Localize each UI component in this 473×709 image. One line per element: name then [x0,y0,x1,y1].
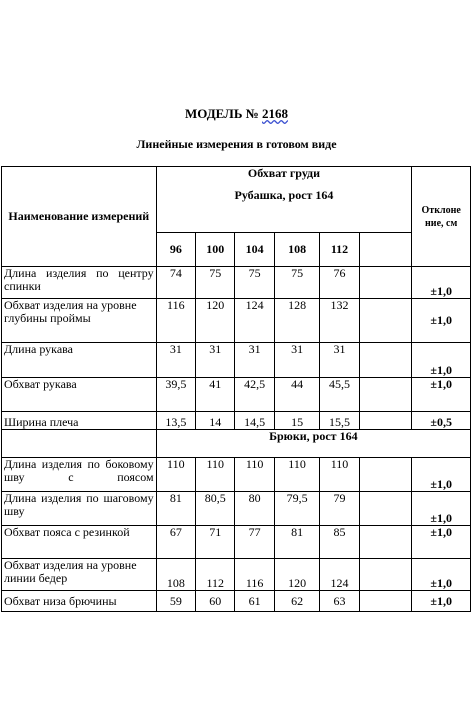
document-subtitle: Линейные измерения в готовом виде [136,137,337,151]
measurement-value: 81 [156,492,195,526]
measurement-value: 132 [320,299,359,343]
measurement-value: 120 [196,299,235,343]
size-header: 100 [196,233,235,267]
measurement-value: 45,5 [320,378,359,412]
measurement-value: 63 [320,591,359,612]
measurement-value: 110 [156,458,195,492]
measurement-name: Обхват изделия на уровне глубины проймы [2,299,157,343]
tolerance-value: ±1,0 [412,492,471,526]
tolerance-value: ±1,0 [412,267,471,299]
measurement-value: 31 [235,343,274,378]
tolerance-value: ±1,0 [412,378,471,412]
empty-cell [359,343,412,378]
chest-girth-label: Обхват груди [247,166,321,180]
model-title [0,106,473,122]
measurement-value: 31 [274,343,319,378]
measurement-value: 75 [196,267,235,299]
measurement-value: 62 [274,591,319,612]
measurement-value: 81 [274,526,319,559]
empty-cell [359,299,412,343]
measurement-value: 116 [156,299,195,343]
size-header: 104 [235,233,274,267]
measurement-value: 75 [235,267,274,299]
measurement-name: Обхват изделия на уровне линии бедер [2,559,157,591]
empty-cell [359,267,412,299]
measurement-name: Ширина плеча [2,412,157,430]
measurement-value: 128 [274,299,319,343]
size-header: 108 [274,233,319,267]
measurement-value: 124 [320,559,359,591]
measurement-value: 80,5 [196,492,235,526]
measurement-value: 79 [320,492,359,526]
measurement-name: Длина рукава [2,343,157,378]
tolerance-value: ±1,0 [412,299,471,343]
measurement-value: 61 [235,591,274,612]
measurement-value: 31 [320,343,359,378]
measurement-value: 110 [235,458,274,492]
measurement-value: 14 [196,412,235,430]
measurement-name: Обхват низа брючины [2,591,157,612]
measurement-value: 77 [235,526,274,559]
measurement-value: 110 [320,458,359,492]
measurement-value: 110 [274,458,319,492]
tolerance-value: ±1,0 [412,526,471,559]
empty-size-cell [359,233,412,267]
measurement-value: 67 [156,526,195,559]
measurement-value: 110 [196,458,235,492]
empty-cell [359,458,412,492]
measurement-value: 42,5 [235,378,274,412]
size-header: 96 [156,233,195,267]
measurement-value: 39,5 [156,378,195,412]
measurement-name-header: Наименование измерений [2,167,157,267]
measurement-name: Длина изделия по боковому шву с поясом [2,458,157,492]
measurement-value: 15,5 [320,412,359,430]
tolerance-value: ±1,0 [412,343,471,378]
measurements-table [1,166,471,612]
measurement-value: 15 [274,412,319,430]
trousers-section-label: Брюки, рост 164 [156,430,470,458]
empty-cell [2,430,157,458]
measurement-value: 44 [274,378,319,412]
measurement-value: 124 [235,299,274,343]
measurement-name: Обхват рукава [2,378,157,412]
measurement-value: 41 [196,378,235,412]
empty-cell [359,526,412,559]
empty-cell [359,492,412,526]
tolerance-value: ±0,5 [412,412,471,430]
measurement-value: 79,5 [274,492,319,526]
measurement-value: 108 [156,559,195,591]
tolerance-value: ±1,0 [412,559,471,591]
measurement-value: 74 [156,267,195,299]
shirt-section-label: Рубашка, рост 164 [234,188,334,202]
measurement-value: 116 [235,559,274,591]
measurement-value: 60 [196,591,235,612]
empty-cell [359,559,412,591]
measurement-value: 14,5 [235,412,274,430]
model-title-prefix: МОДЕЛЬ № [184,106,259,121]
tolerance-value: ±1,0 [412,591,471,612]
model-number: 2168 [262,106,289,121]
measurement-value: 13,5 [156,412,195,430]
measurement-value: 112 [196,559,235,591]
measurement-value: 85 [320,526,359,559]
measurement-value: 120 [274,559,319,591]
tolerance-header: Отклоне ние, см [412,167,471,267]
empty-cell [359,378,412,412]
measurement-name: Длина изделия по шаговому шву [2,492,157,526]
chest-group-header [156,167,412,233]
measurement-value: 80 [235,492,274,526]
measurement-name: Обхват пояса с резинкой [2,526,157,559]
tolerance-value: ±1,0 [412,458,471,492]
measurement-value: 76 [320,267,359,299]
measurement-value: 59 [156,591,195,612]
measurement-value: 31 [156,343,195,378]
size-header: 112 [320,233,359,267]
empty-cell [359,591,412,612]
measurement-name: Длина изделия по центру спинки [2,267,157,299]
measurement-value: 71 [196,526,235,559]
measurement-value: 75 [274,267,319,299]
empty-cell [359,412,412,430]
measurement-value: 31 [196,343,235,378]
